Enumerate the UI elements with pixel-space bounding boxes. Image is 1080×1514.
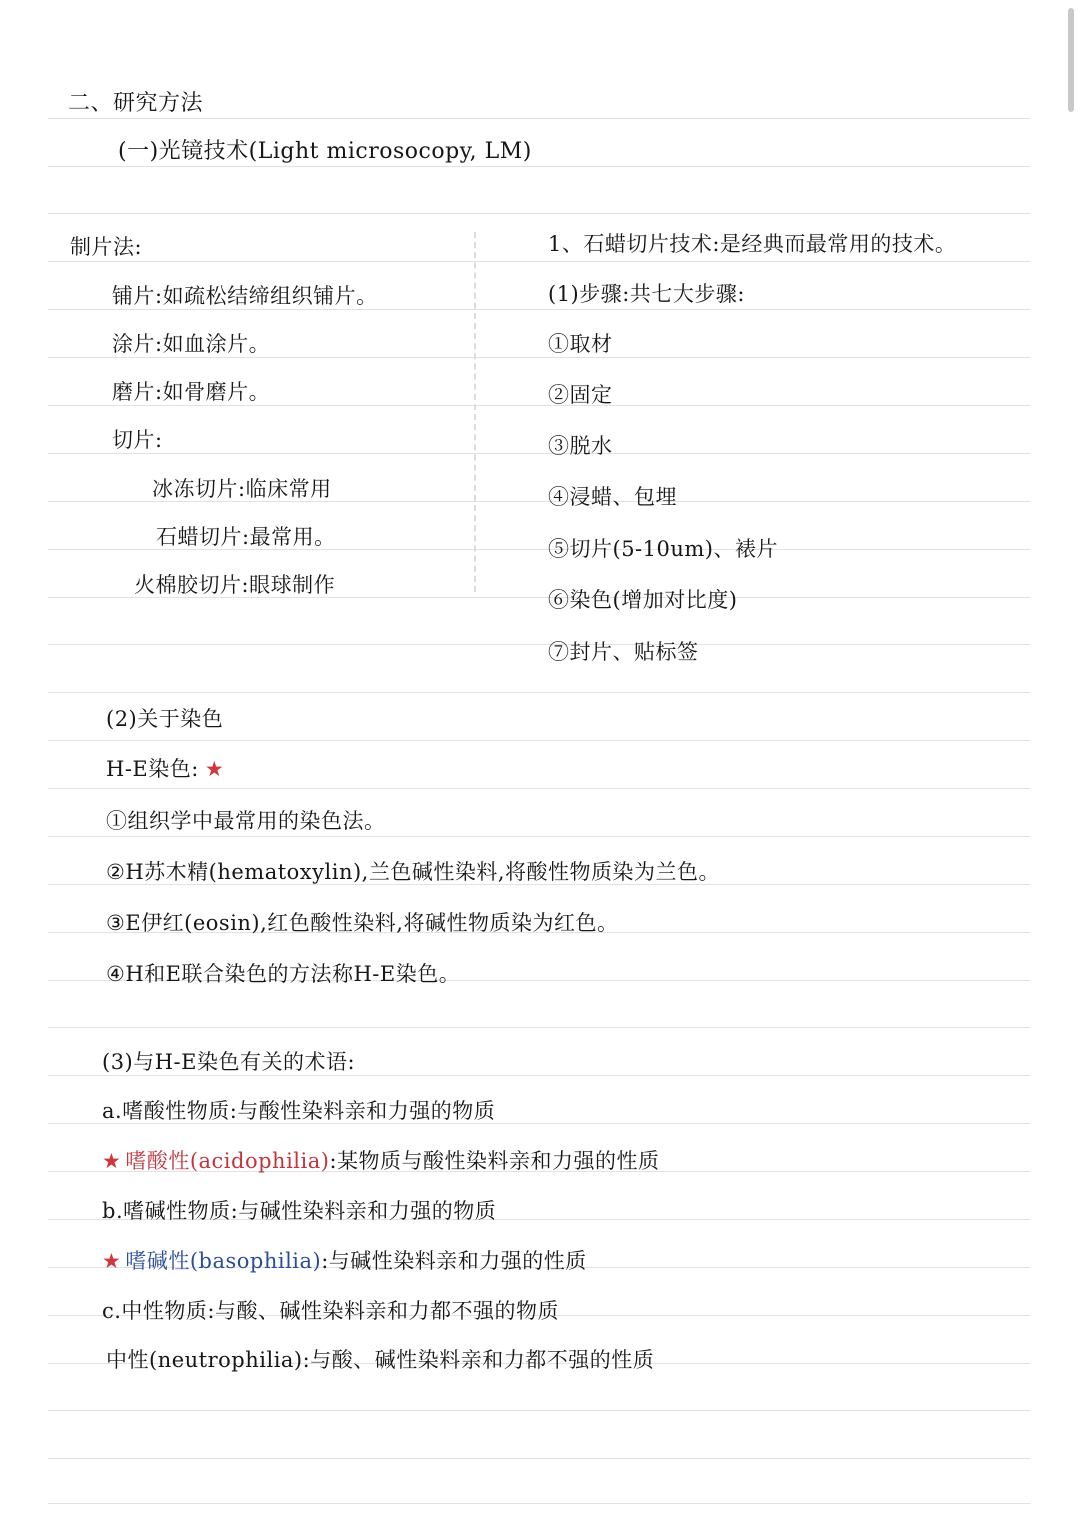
ruled-line [48, 692, 1030, 693]
list-item: 火棉胶切片:眼球制作 [134, 573, 336, 597]
staining-point: ③E伊红(eosin),红色酸性染料,将碱性物质染为红色。 [106, 911, 619, 935]
ruled-line [48, 644, 1030, 645]
left-heading: 制片法: [70, 235, 143, 259]
list-item: 涂片:如血涂片。 [112, 332, 271, 356]
scrollbar-thumb[interactable] [1068, 8, 1074, 112]
term-line-acidophilia [102, 1146, 660, 1176]
term-line: a.嗜酸性物质:与酸性染料亲和力强的物质 [102, 1099, 496, 1123]
star-icon: ★ [102, 1249, 122, 1273]
term-line-basophilia [102, 1246, 587, 1276]
ruled-line [48, 1458, 1030, 1459]
basophilia-definition: :与碱性染料亲和力强的性质 [321, 1249, 587, 1273]
step-item: ④浸蜡、包埋 [548, 485, 677, 509]
ruled-line [48, 261, 1030, 262]
terms-title: (3)与H-E染色有关的术语: [102, 1050, 356, 1074]
step-item: ③脱水 [548, 434, 613, 458]
staining-point: ②H苏木精(hematoxylin),兰色碱性染料,将酸性物质染为兰色。 [106, 860, 721, 884]
ruled-line [48, 1410, 1030, 1411]
acidophilia-term: 嗜酸性(acidophilia) [125, 1149, 330, 1173]
step-item: ①取材 [548, 332, 613, 356]
basophilia-term: 嗜碱性(basophilia) [125, 1249, 322, 1273]
ruled-line [48, 740, 1030, 741]
term-line: 中性(neutrophilia):与酸、碱性染料亲和力都不强的性质 [106, 1348, 655, 1372]
ruled-line [48, 1027, 1030, 1028]
he-label: H-E染色: [106, 757, 199, 781]
star-icon: ★ [102, 1149, 122, 1173]
staining-title: (2)关于染色 [106, 707, 224, 731]
step-item: ⑥染色(增加对比度) [548, 588, 738, 612]
subsection-title: (一)光镜技术(Light microsocopy, LM) [118, 139, 532, 164]
step-item: ②固定 [548, 383, 613, 407]
step-item: ⑤切片(5-10um)、裱片 [548, 537, 779, 561]
steps-title: (1)步骤:共七大步骤: [548, 282, 745, 306]
step-item: ⑦封片、贴标签 [548, 640, 699, 664]
list-item: 切片: [112, 428, 163, 452]
term-line: b.嗜碱性物质:与碱性染料亲和力强的物质 [102, 1199, 497, 1223]
acidophilia-definition: :某物质与酸性染料亲和力强的性质 [329, 1149, 660, 1173]
ruled-line [48, 453, 1030, 454]
list-item: 铺片:如疏松结缔组织铺片。 [112, 284, 378, 308]
column-divider [474, 232, 476, 592]
star-icon: ★ [204, 757, 225, 781]
list-item: 石蜡切片:最常用。 [156, 525, 336, 549]
list-item: 磨片:如骨磨片。 [112, 380, 271, 404]
ruled-line [48, 836, 1030, 837]
scrollbar[interactable] [1068, 0, 1076, 1514]
staining-point: ④H和E联合染色的方法称H-E染色。 [106, 962, 461, 986]
list-item: 冰冻切片:临床常用 [152, 477, 332, 501]
section-title: 二、研究方法 [68, 91, 204, 116]
ruled-line [48, 1503, 1030, 1504]
ruled-line [48, 213, 1030, 214]
staining-point: ①组织学中最常用的染色法。 [106, 809, 386, 833]
he-label-line [106, 754, 228, 784]
term-line: c.中性物质:与酸、碱性染料亲和力都不强的物质 [102, 1299, 560, 1323]
right-heading: 1、石蜡切片技术:是经典而最常用的技术。 [548, 232, 957, 256]
ruled-line [48, 788, 1030, 789]
